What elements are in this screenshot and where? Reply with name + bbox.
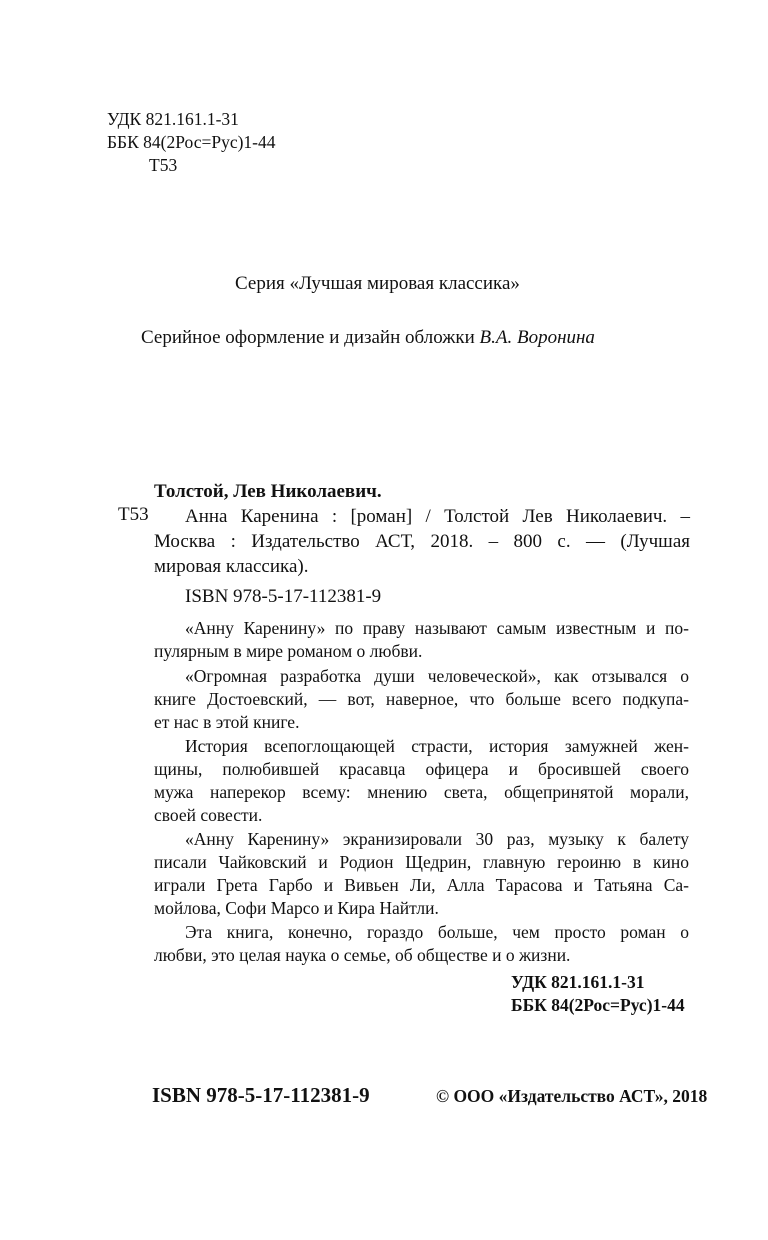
catalog-record-line-2: Москва : Издательство АСТ, 2018. – 800 с. — (Лучшая <box>154 531 690 552</box>
annotation-p4-line-1: «Анну Каренину» экранизировали 30 раз, музыку к балету <box>185 829 689 849</box>
design-credit-author: В.А. Воронина <box>479 327 595 348</box>
catalog-author-mark: Т53 <box>118 504 149 525</box>
bbk-code-top: ББК 84(2Рос=Рус)1-44 <box>107 132 276 152</box>
annotation-p4-line-2: писали Чайковский и Родион Щедрин, главную героиню в кино <box>154 852 689 872</box>
annotation-p2-line-2: книге Достоевский, — вот, наверное, что больше всего подкупа- <box>154 689 689 709</box>
catalog-record-line-1: Анна Каренина : [роман] / Толстой Лев Николаевич. – <box>185 506 690 527</box>
annotation-p5-line-1: Эта книга, конечно, гораздо больше, чем просто роман о <box>185 922 689 942</box>
annotation-p1-line-1: «Анну Каренину» по праву называют самым известным и по- <box>185 618 689 638</box>
annotation-p5-line-2: любви, это целая наука о семье, об обществе и о жизни. <box>154 945 571 965</box>
annotation-p2-line-1: «Огромная разработка души человеческой», как отзывался о <box>185 666 689 686</box>
catalog-record-line-3: мировая классика). <box>154 556 309 577</box>
design-credit-prefix: Серийное оформление и дизайн обложки <box>141 327 480 348</box>
annotation-p3-line-2: щины, полюбившей красавца офицера и бросившей своего <box>154 759 689 779</box>
annotation-p1-line-2: пулярным в мире романом о любви. <box>154 641 423 661</box>
annotation-p3-line-3: мужа наперекор всему: мнению света, общепринятой морали, <box>154 782 689 802</box>
design-credit <box>141 327 595 349</box>
author-mark-top: Т53 <box>149 155 178 175</box>
udk-code-top: УДК 821.161.1-31 <box>107 109 239 129</box>
series-line: Серия «Лучшая мировая классика» <box>235 273 520 294</box>
catalog-isbn: ISBN 978-5-17-112381-9 <box>185 586 382 607</box>
annotation-p2-line-3: ет нас в этой книге. <box>154 712 300 732</box>
catalog-author-heading: Толстой, Лев Николаевич. <box>154 481 382 502</box>
annotation-p4-line-4: мойлова, Софи Марсо и Кира Найтли. <box>154 898 439 918</box>
annotation-p4-line-3: играли Грета Гарбо и Вивьен Ли, Алла Тарасова и Татьяна Са- <box>154 875 689 895</box>
bbk-code-bottom: ББК 84(2Рос=Рус)1-44 <box>511 995 685 1015</box>
annotation-p3-line-1: История всепоглощающей страсти, история замужней жен- <box>185 736 689 756</box>
annotation-p3-line-4: своей совести. <box>154 805 263 825</box>
udk-code-bottom: УДК 821.161.1-31 <box>511 972 645 992</box>
imprint-copyright: © ООО «Издательство АСТ», 2018 <box>436 1086 708 1106</box>
imprint-isbn: ISBN 978-5-17-112381-9 <box>152 1083 370 1107</box>
